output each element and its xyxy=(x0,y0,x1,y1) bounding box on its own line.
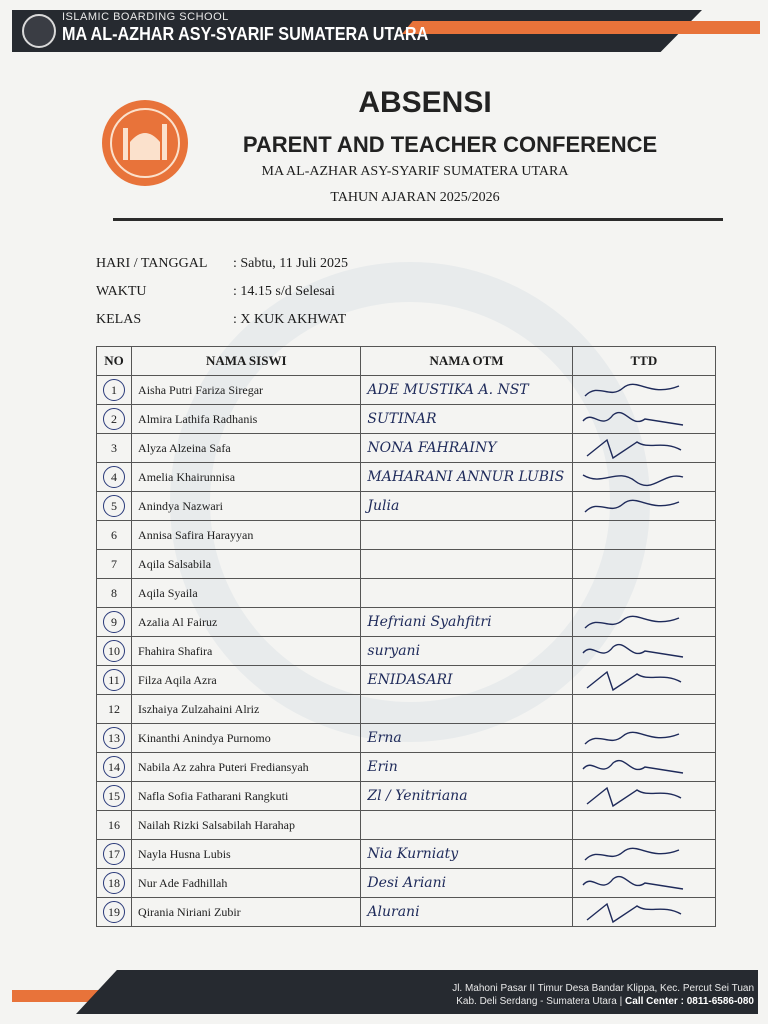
parent-name: Julia xyxy=(361,492,572,521)
table-row xyxy=(97,695,716,724)
row-number xyxy=(97,492,132,521)
row-number-text: 15 xyxy=(103,785,125,807)
parent-name xyxy=(361,521,572,550)
row-number-text: 17 xyxy=(103,843,125,865)
signature-cell xyxy=(572,492,715,521)
table-header-row xyxy=(97,347,716,376)
row-number-text: 7 xyxy=(111,556,118,571)
handwritten-signature xyxy=(579,784,689,808)
row-number-text: 11 xyxy=(103,669,125,691)
parent-name: ADE MUSTIKA A. NST xyxy=(361,376,572,405)
table-row xyxy=(97,376,716,405)
parent-name: MAHARANI ANNUR LUBIS xyxy=(361,463,572,492)
row-number-text: 4 xyxy=(103,466,125,488)
table-row xyxy=(97,666,716,695)
info-class-label: KELAS xyxy=(96,312,142,327)
signature-cell xyxy=(572,869,715,898)
parent-name: NONA FAHRAINY xyxy=(361,434,572,463)
student-name: Iszhaiya Zulzahaini Alriz xyxy=(132,695,361,724)
parent-name: Desi Ariani xyxy=(361,869,572,898)
table-row xyxy=(97,463,716,492)
handwritten-signature xyxy=(579,465,689,489)
signature-cell xyxy=(572,724,715,753)
header-subtitle: ISLAMIC BOARDING SCHOOL xyxy=(62,11,229,23)
row-number xyxy=(97,463,132,492)
student-name: Kinanthi Anindya Purnomo xyxy=(132,724,361,753)
row-number xyxy=(97,898,132,927)
signature-cell xyxy=(572,898,715,927)
footer-address-line2 xyxy=(456,996,754,1007)
table-row xyxy=(97,434,716,463)
handwritten-signature xyxy=(579,871,689,895)
student-name: Qirania Niriani Zubir xyxy=(132,898,361,927)
row-number-text: 8 xyxy=(111,585,118,600)
signature-cell xyxy=(572,666,715,695)
footer-address-line2-text: Kab. Deli Serdang - Sumatera Utara | xyxy=(456,996,623,1007)
table-row xyxy=(97,840,716,869)
row-number-text: 18 xyxy=(103,872,125,894)
student-name: Filza Aqila Azra xyxy=(132,666,361,695)
header-accent-stripe xyxy=(402,21,760,34)
row-number-text: 19 xyxy=(103,901,125,923)
table-row xyxy=(97,753,716,782)
header-signature: TTD xyxy=(572,347,715,376)
header-student-name: NAMA SISWI xyxy=(132,347,361,376)
handwritten-signature xyxy=(579,378,689,402)
row-number xyxy=(97,666,132,695)
parent-name: Hefriani Syahfitri xyxy=(361,608,572,637)
row-number xyxy=(97,521,132,550)
document-title: ABSENSI xyxy=(358,86,492,119)
info-day-label: HARI / TANGGAL xyxy=(96,256,208,271)
table-row xyxy=(97,550,716,579)
row-number xyxy=(97,869,132,898)
row-number-text: 5 xyxy=(103,495,125,517)
row-number-text: 16 xyxy=(108,817,121,832)
info-time-label: WAKTU xyxy=(96,284,147,299)
row-number-text: 6 xyxy=(111,527,118,542)
row-number xyxy=(97,811,132,840)
row-number xyxy=(97,637,132,666)
row-number xyxy=(97,608,132,637)
parent-name xyxy=(361,550,572,579)
signature-cell xyxy=(572,434,715,463)
signature-cell xyxy=(572,521,715,550)
row-number-text: 14 xyxy=(103,756,125,778)
parent-name: Erna xyxy=(361,724,572,753)
document-year: TAHUN AJARAN 2025/2026 xyxy=(330,190,500,205)
info-time-value: : 14.15 s/d Selesai xyxy=(233,284,335,299)
row-number-text: 10 xyxy=(103,640,125,662)
row-number xyxy=(97,695,132,724)
signature-cell xyxy=(572,463,715,492)
signature-cell xyxy=(572,608,715,637)
table-row xyxy=(97,782,716,811)
row-number-text: 2 xyxy=(103,408,125,430)
signature-cell xyxy=(572,811,715,840)
student-name: Aqila Syaila xyxy=(132,579,361,608)
student-name: Amelia Khairunnisa xyxy=(132,463,361,492)
table-row xyxy=(97,521,716,550)
footer-address-line1: Jl. Mahoni Pasar II Timur Desa Bandar Klippa, Kec. Percut Sei Tuan xyxy=(452,983,754,994)
table-row xyxy=(97,869,716,898)
student-name: Alyza Alzeina Safa xyxy=(132,434,361,463)
row-number-text: 9 xyxy=(103,611,125,633)
header-parent-name: NAMA OTM xyxy=(361,347,572,376)
row-number-text: 13 xyxy=(103,727,125,749)
row-number-text: 3 xyxy=(111,440,118,455)
parent-name xyxy=(361,695,572,724)
signature-cell xyxy=(572,753,715,782)
signature-cell xyxy=(572,695,715,724)
row-number xyxy=(97,550,132,579)
table-row xyxy=(97,637,716,666)
parent-name: Nia Kurniaty xyxy=(361,840,572,869)
student-name: Aisha Putri Fariza Siregar xyxy=(132,376,361,405)
signature-cell xyxy=(572,405,715,434)
document-subtitle: PARENT AND TEACHER CONFERENCE xyxy=(242,132,658,157)
row-number xyxy=(97,782,132,811)
info-day-value: : Sabtu, 11 Juli 2025 xyxy=(233,256,348,271)
table-row xyxy=(97,898,716,927)
parent-name: Zl / Yenitriana xyxy=(361,782,572,811)
parent-name: SUTINAR xyxy=(361,405,572,434)
handwritten-signature xyxy=(579,639,689,663)
handwritten-signature xyxy=(579,842,689,866)
signature-cell xyxy=(572,550,715,579)
table-row xyxy=(97,579,716,608)
student-name: Nabila Az zahra Puteri Frediansyah xyxy=(132,753,361,782)
row-number xyxy=(97,753,132,782)
school-emblem-icon xyxy=(22,14,56,48)
handwritten-signature xyxy=(579,900,689,924)
signature-cell xyxy=(572,637,715,666)
row-number xyxy=(97,579,132,608)
document-school: MA AL-AZHAR ASY-SYARIF SUMATERA UTARA xyxy=(261,164,569,179)
parent-name: ENIDASARI xyxy=(361,666,572,695)
row-number xyxy=(97,840,132,869)
student-name: Almira Lathifa Radhanis xyxy=(132,405,361,434)
signature-cell xyxy=(572,579,715,608)
student-name: Nailah Rizki Salsabilah Harahap xyxy=(132,811,361,840)
student-name: Nafla Sofia Fatharani Rangkuti xyxy=(132,782,361,811)
header-school-name: MA AL-AZHAR ASY-SYARIF SUMATERA UTARA xyxy=(62,24,429,44)
signature-cell xyxy=(572,376,715,405)
parent-name xyxy=(361,579,572,608)
row-number xyxy=(97,434,132,463)
table-row xyxy=(97,405,716,434)
handwritten-signature xyxy=(579,436,689,460)
signature-cell xyxy=(572,782,715,811)
header-no: NO xyxy=(97,347,132,376)
table-row xyxy=(97,811,716,840)
handwritten-signature xyxy=(579,610,689,634)
handwritten-signature xyxy=(579,755,689,779)
row-number-text: 1 xyxy=(103,379,125,401)
row-number xyxy=(97,405,132,434)
student-name: Anindya Nazwari xyxy=(132,492,361,521)
title-divider xyxy=(113,218,723,221)
row-number xyxy=(97,724,132,753)
table-row xyxy=(97,724,716,753)
handwritten-signature xyxy=(579,668,689,692)
handwritten-signature xyxy=(579,407,689,431)
parent-name: Erin xyxy=(361,753,572,782)
student-name: Annisa Safira Harayyan xyxy=(132,521,361,550)
handwritten-signature xyxy=(579,726,689,750)
table-row xyxy=(97,492,716,521)
attendance-table xyxy=(96,346,716,927)
handwritten-signature xyxy=(579,494,689,518)
row-number xyxy=(97,376,132,405)
footer-call-center: Call Center : 0811-6586-080 xyxy=(625,996,754,1007)
student-name: Fhahira Shafira xyxy=(132,637,361,666)
row-number-text: 12 xyxy=(108,701,121,716)
student-name: Nur Ade Fadhillah xyxy=(132,869,361,898)
student-name: Azalia Al Fairuz xyxy=(132,608,361,637)
table-row xyxy=(97,608,716,637)
student-name: Nayla Husna Lubis xyxy=(132,840,361,869)
signature-cell xyxy=(572,840,715,869)
parent-name: Alurani xyxy=(361,898,572,927)
info-class-value: : X KUK AKHWAT xyxy=(233,312,347,327)
student-name: Aqila Salsabila xyxy=(132,550,361,579)
parent-name: suryani xyxy=(361,637,572,666)
parent-name xyxy=(361,811,572,840)
